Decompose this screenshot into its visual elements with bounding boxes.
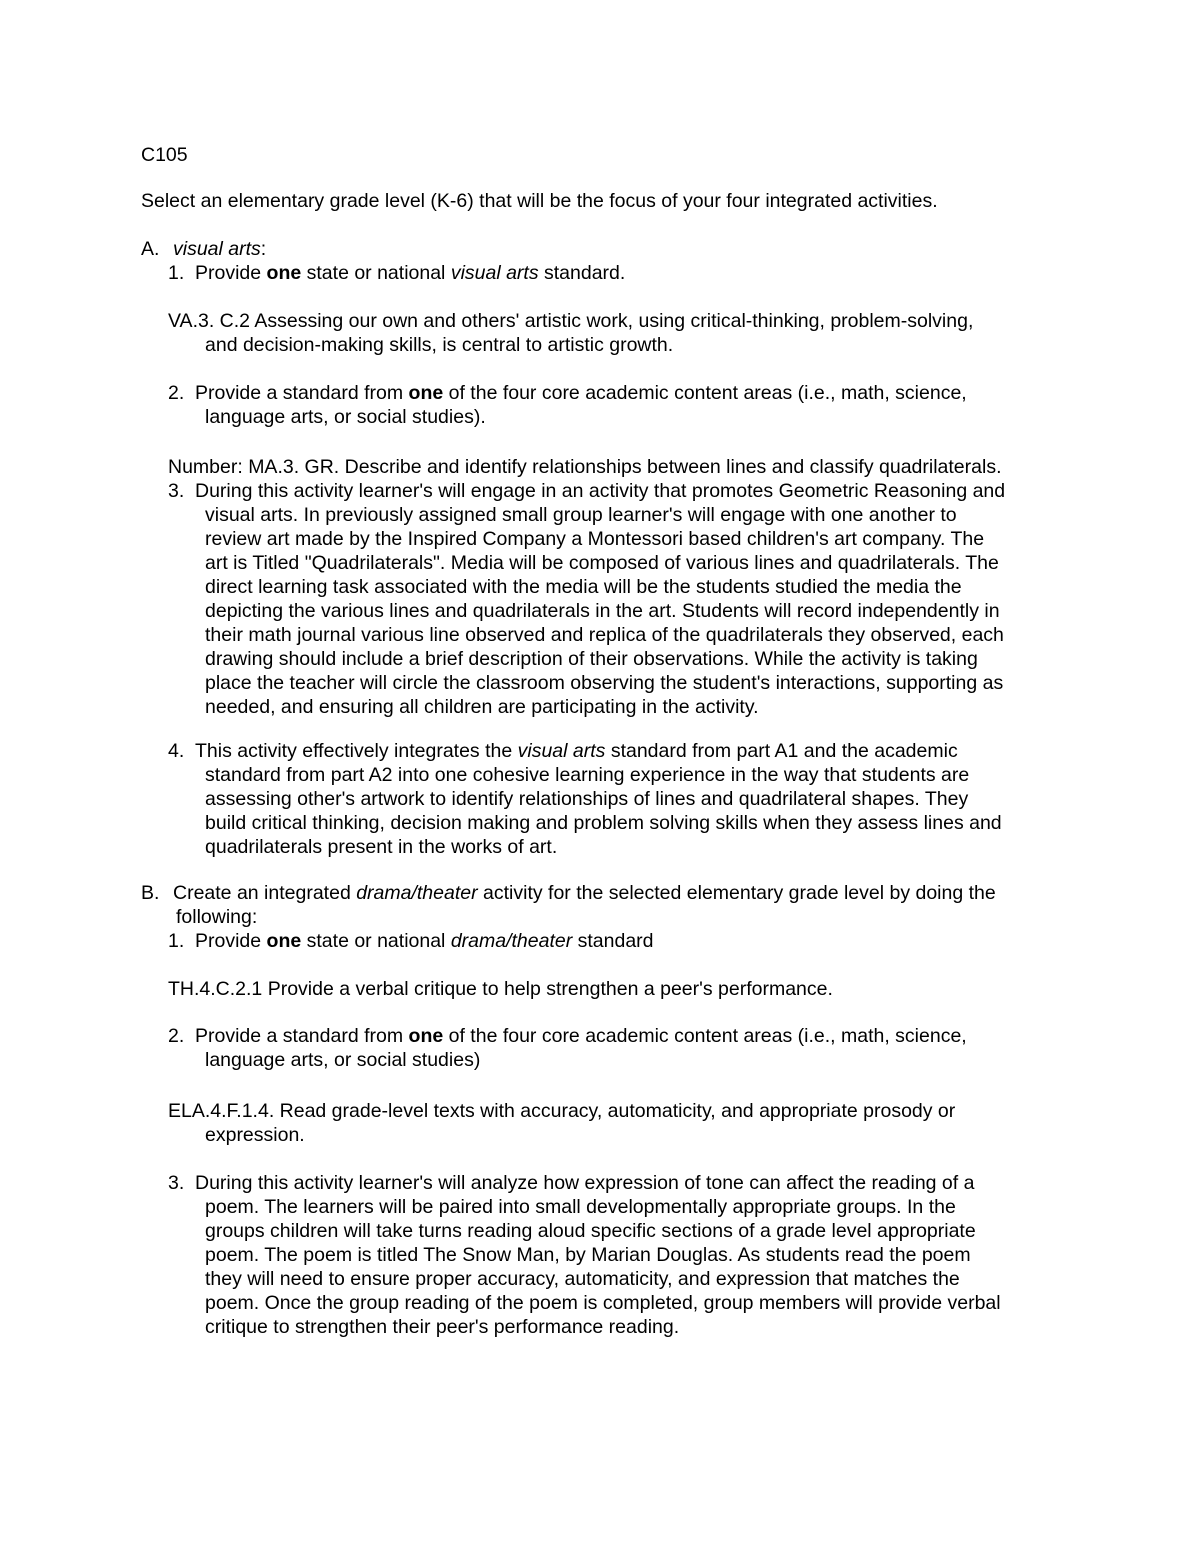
item-text: standard from part A1 and the academic xyxy=(605,740,958,762)
item-text: of the four core academic content areas (i.e., math, science, xyxy=(443,1025,967,1047)
item-text: standard from part A2 into one cohesive learning experience in the way that students are xyxy=(205,764,970,786)
item-text: Provide xyxy=(195,930,267,952)
item-text: review art made by the Inspired Company a Montessori based children's art company. The xyxy=(205,528,985,550)
item-italic: visual arts xyxy=(450,262,539,284)
heading-text: activity for the selected elementary grade level by doing the xyxy=(477,882,996,904)
heading-text: following: xyxy=(176,906,258,928)
section-b-standard-1 xyxy=(168,977,833,1001)
item-text: state or national xyxy=(301,262,451,284)
item-text: place the teacher will circle the classroom observing the student's interactions, supporting as xyxy=(205,672,1004,694)
item-text: build critical thinking, decision making and problem solving skills when they assess lines and xyxy=(205,812,1002,834)
item-text: language arts, or social studies) xyxy=(205,1049,481,1071)
item-text: This activity effectively integrates the xyxy=(195,740,518,762)
section-b-item-2 xyxy=(168,1024,967,1072)
document-code xyxy=(141,143,188,167)
section-a-letter: A. xyxy=(141,238,160,260)
section-a-heading xyxy=(141,237,266,261)
section-a-title-suffix: : xyxy=(260,238,267,260)
section-a-item-3 xyxy=(168,479,1005,719)
section-b-item-1 xyxy=(168,929,654,953)
item-number: 1. xyxy=(168,930,185,952)
section-a-standard-1 xyxy=(168,309,973,357)
item-text: quadrilaterals present in the works of art. xyxy=(205,836,558,858)
standard-line: and decision-making skills, is central to artistic growth. xyxy=(205,334,674,356)
item-text: poem. The poem is titled The Snow Man, by Marian Douglas. As students read the poem xyxy=(205,1244,971,1266)
emphasis-one: one xyxy=(408,1025,444,1047)
item-text: During this activity learner's will engage in an activity that promotes Geometric Reasoning and xyxy=(195,480,1006,502)
section-b-heading xyxy=(141,881,996,929)
item-number: 3. xyxy=(168,1172,185,1194)
section-b-letter: B. xyxy=(141,882,160,904)
item-text: poem. The learners will be paired into small developmentally appropriate groups. In the xyxy=(205,1196,956,1218)
item-text: direct learning task associated with the media will be the students studied the media the xyxy=(205,576,962,598)
item-number: 2. xyxy=(168,382,185,404)
section-a-item-2 xyxy=(168,381,967,429)
item-text: standard. xyxy=(538,262,626,284)
item-text: standard xyxy=(572,930,654,952)
standard-line: ELA.4.F.1.4. Read grade-level texts with accuracy, automaticity, and appropriate prosody or xyxy=(168,1100,956,1122)
standard-line: VA.3. C.2 Assessing our own and others' artistic work, using critical-thinking, problem-solving, xyxy=(168,310,974,332)
item-italic: drama/theater xyxy=(450,930,573,952)
item-text: Provide xyxy=(195,262,267,284)
item-text: Provide a standard from xyxy=(195,382,409,404)
item-text: poem. Once the group reading of the poem is completed, group members will provide verbal xyxy=(205,1292,1001,1314)
item-text: drawing should include a brief description of their observations. While the activity is taking xyxy=(205,648,978,670)
standard-line: Number: MA.3. GR. Describe and identify relationships between lines and classify quadrilaterals. xyxy=(168,456,1002,478)
item-text: language arts, or social studies). xyxy=(205,406,486,428)
item-italic: visual arts xyxy=(517,740,606,762)
item-text: state or national xyxy=(301,930,451,952)
item-number: 3. xyxy=(168,480,185,502)
section-b-item-3 xyxy=(168,1171,1001,1339)
intro-paragraph xyxy=(141,189,938,213)
code-text: C105 xyxy=(141,144,188,166)
item-number: 2. xyxy=(168,1025,185,1047)
item-text: assessing other's artwork to identify relationships of lines and quadrilateral shapes. They xyxy=(205,788,969,810)
standard-line: TH.4.C.2.1 Provide a verbal critique to help strengthen a peer's performance. xyxy=(168,978,833,1000)
item-text: groups children will take turns reading aloud specific sections of a grade level appropriate xyxy=(205,1220,976,1242)
section-a-title: visual arts xyxy=(173,238,261,260)
standard-line: expression. xyxy=(205,1124,305,1146)
intro-text: Select an elementary grade level (K-6) that will be the focus of your four integrated activities. xyxy=(141,190,938,212)
heading-italic: drama/theater xyxy=(356,882,478,904)
item-text: critique to strengthen their peer's performance reading. xyxy=(205,1316,680,1338)
emphasis-one: one xyxy=(408,382,444,404)
item-text: needed, and ensuring all children are participating in the activity. xyxy=(205,696,759,718)
item-text: their math journal various line observed and replica of the quadrilaterals they observed, each xyxy=(205,624,1004,646)
item-text: visual arts. In previously assigned small group learner's will engage with one another to xyxy=(205,504,957,526)
item-text: art is Titled "Quadrilaterals". Media will be composed of various lines and quadrilaterals. The xyxy=(205,552,999,574)
item-text: Provide a standard from xyxy=(195,1025,409,1047)
section-a-item-4 xyxy=(168,739,1002,859)
item-number: 4. xyxy=(168,740,185,762)
item-text: of the four core academic content areas (i.e., math, science, xyxy=(443,382,967,404)
item-number: 1. xyxy=(168,262,185,284)
heading-text: Create an integrated xyxy=(173,882,357,904)
emphasis-one: one xyxy=(266,930,302,952)
section-a-standard-2 xyxy=(168,455,1001,479)
section-a-item-1 xyxy=(168,261,625,285)
item-text: depicting the various lines and quadrilaterals in the art. Students will record independently in xyxy=(205,600,1000,622)
item-text: they will need to ensure proper accuracy, automaticity, and expression that matches the xyxy=(205,1268,960,1290)
section-b-standard-2 xyxy=(168,1099,955,1147)
emphasis-one: one xyxy=(266,262,302,284)
item-text: During this activity learner's will analyze how expression of tone can affect the reading of a xyxy=(195,1172,975,1194)
